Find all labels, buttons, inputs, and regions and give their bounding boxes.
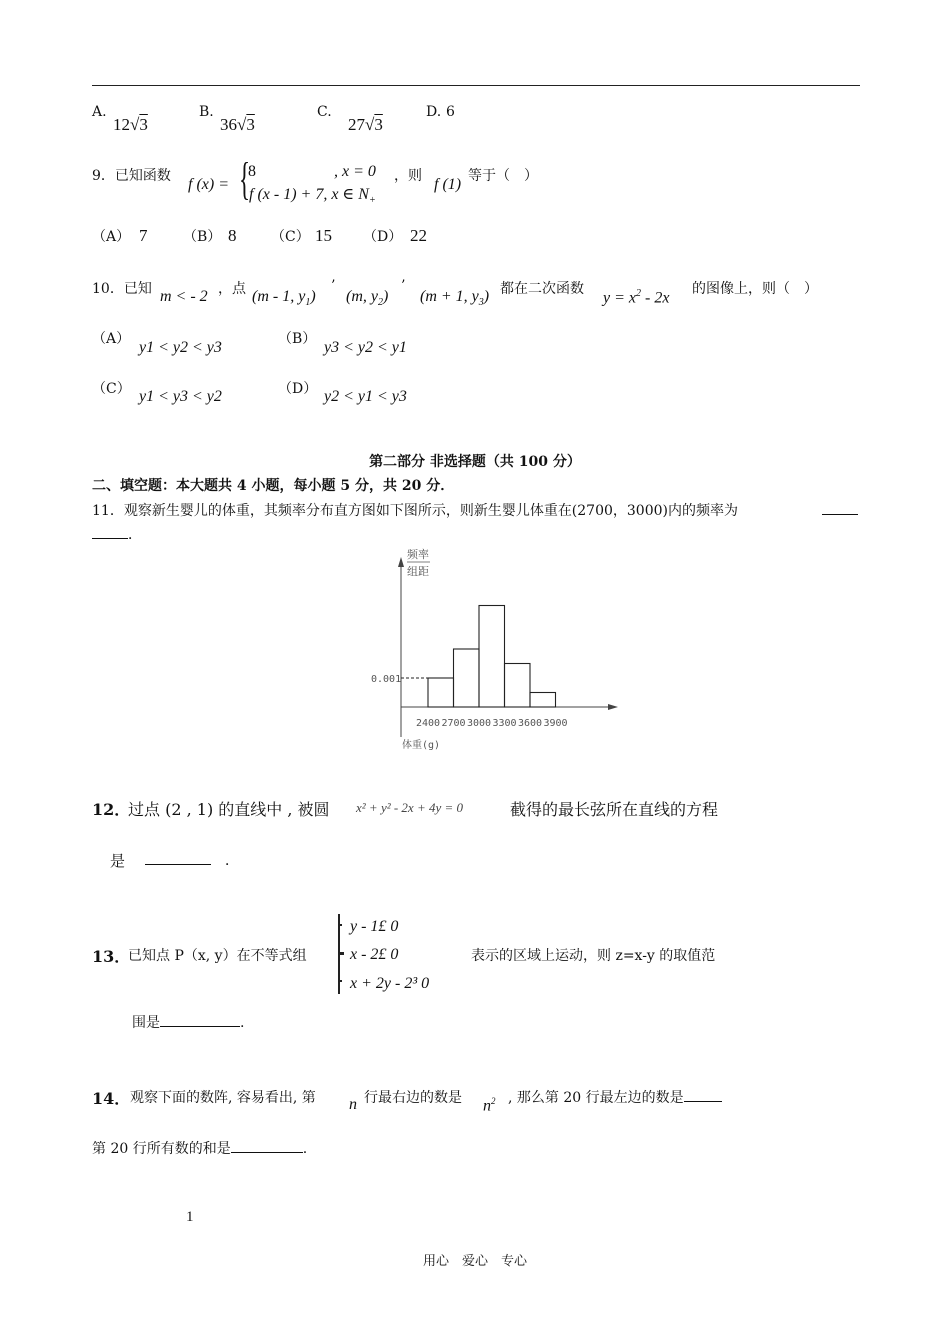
histogram-bar (479, 606, 505, 708)
q8-option-b-letter: B. (199, 104, 214, 120)
q12-circle: x² + y² - 2x + 4y = 0 (356, 800, 464, 815)
q10-option-a-label: （A） (92, 331, 131, 347)
q10-cond: m < - 2 (160, 288, 208, 305)
q14-number: 14． (92, 1089, 131, 1108)
x-tick-label: 3000 (466, 718, 492, 729)
q13-ineq2: x - 2£ 0 (350, 946, 399, 963)
histogram-bar (530, 693, 556, 708)
q13-brace (338, 914, 348, 994)
q8-option-c-letter: C. (317, 104, 332, 120)
q10-option-c-label: （C） (92, 381, 131, 397)
q14-text-a: 观察下面的数阵, 容易看出, 第 (130, 1090, 316, 1106)
q9-option-a-value: 7 (139, 226, 148, 245)
q9-case1-cond: , x = 0 (334, 163, 376, 180)
q12-blank (145, 850, 211, 865)
x-tick-label: 3300 (492, 718, 517, 729)
y-label-top: 频率 (407, 548, 429, 561)
q10-option-b-expr: y3 < y2 < y1 (324, 339, 407, 356)
histogram-chart (370, 545, 620, 760)
q10-option-c-expr: y1 < y3 < y2 (139, 388, 222, 405)
q13-ineq3: x + 2y - 2³ 0 (350, 975, 430, 992)
q10-comma-1: ’ (331, 278, 336, 294)
histogram-bar (428, 678, 454, 707)
histogram-bar (505, 664, 531, 708)
q10-point-word: ，点 (218, 281, 246, 297)
q11-blank-a (822, 500, 858, 515)
q14-text-b: 行最右边的数是 (364, 1090, 462, 1106)
q9-f1: f (1) (434, 176, 462, 193)
q11-blank-b (92, 524, 128, 539)
q8-option-d-letter: D. (426, 104, 442, 120)
q10-func: $y = x^2 - 2x$ (603, 288, 670, 307)
part2-heading: 第二部分 非选择题（共 100 分） (369, 454, 581, 470)
q9-option-d-value: 22 (410, 226, 427, 245)
q8-option-a-letter: A. (92, 104, 107, 120)
page-number: 1 (186, 1209, 194, 1225)
q13-text-a: 已知点 P（x, y）在不等式组 (128, 948, 307, 964)
q12-end: ． (225, 853, 239, 869)
q13-number: 13． (92, 947, 131, 966)
x-axis-arrow (608, 704, 618, 710)
q14-n-squared: $n^2$ (483, 1096, 496, 1115)
x-tick-label: 2700 (441, 718, 466, 729)
q8-option-c-value: 27√3 (348, 115, 383, 134)
x-tick-label: 3600 (517, 718, 543, 729)
q10-option-d-expr: y2 < y1 < y3 (324, 388, 407, 405)
q10-tail: 的图像上，则（ ） (692, 281, 818, 297)
q10-p1: (m - 1, $y_1$) (252, 288, 316, 309)
q9-option-c-label: （C） (271, 229, 310, 245)
q10-number: 10．已知 (92, 281, 152, 297)
q14-blank-a (684, 1087, 722, 1102)
q12-text-a: 过点 (2 , 1) 的直线中 , 被圆 (128, 800, 330, 819)
y-tick-label: 0.001 (371, 674, 402, 685)
q14-blank-b (231, 1138, 303, 1153)
q14-text-c: , 那么第 20 行最左边的数是 (508, 1087, 722, 1107)
q9-fx: f (x) = (188, 176, 229, 193)
q9-option-b-value: 8 (228, 226, 237, 245)
q10-option-b-label: （B） (278, 331, 317, 347)
q10-comma-2: ’ (401, 278, 406, 294)
header-rule (92, 85, 860, 86)
q9-brace: { (239, 153, 251, 204)
q13-brace-tick-2 (338, 952, 344, 955)
section-heading: 二、填空题：本大题共 4 小题，每小题 5 分，共 20 分． (92, 478, 455, 494)
y-label-bottom: 组距 (407, 565, 429, 578)
q13-text-b: 表示的区域上运动，则 z=x-y 的取值范 (471, 948, 716, 964)
q10-p2: (m, $y_2$) (346, 288, 389, 309)
q11-text: 11．观察新生婴儿的体重，其频率分布直方图如下图所示，则新生婴儿体重在(2700，3000)内的频率为 (92, 503, 738, 519)
q13-line2: 围是 . (132, 1012, 244, 1032)
x-tick-label: 2400 (415, 718, 441, 729)
histogram-bar (454, 649, 480, 707)
q12-text-b: 截得的最长弦所在直线的方程 (510, 800, 719, 819)
q9-option-c-value: 15 (315, 226, 332, 245)
q9-case2: f (x - 1) + 7, x ∈ $N_+$ (249, 186, 376, 207)
q13-ineq1: y - 1£ 0 (350, 918, 399, 935)
histogram-marks (371, 606, 568, 730)
x-tick-label: 3900 (543, 718, 568, 729)
q8-option-d-value: 6 (446, 104, 455, 120)
q9-case1-value: 8 (248, 163, 256, 180)
q9-option-b-label: （B） (183, 229, 222, 245)
q8-option-a-value: 12√3 (113, 115, 148, 134)
q10-option-d-label: （D） (278, 381, 318, 397)
q13-brace-tick-1 (338, 924, 342, 926)
footer-slogan: 用心 爱心 专心 (422, 1254, 527, 1269)
q9-tail: 等于（ ） (468, 168, 538, 184)
q10-p3: (m + 1, $y_3$) (420, 288, 490, 309)
q10-option-a-expr: y1 < y2 < y3 (139, 339, 222, 356)
q12-line2: 是 (110, 852, 126, 870)
q11-blank-line2: ． (92, 524, 142, 544)
q10-mid: 都在二次函数 (500, 281, 584, 297)
q9-number: 9．已知函数 (92, 168, 171, 184)
q13-blank (160, 1012, 240, 1027)
q9-option-a-label: （A） (92, 229, 131, 245)
q13-brace-tick-3 (338, 980, 342, 982)
q12-number: 12． (92, 800, 131, 819)
q14-line2: 第 20 行所有数的和是 . (92, 1138, 307, 1158)
q14-n: n (349, 1096, 357, 1113)
x-axis-label: 体重(g) (402, 740, 441, 751)
q8-option-b-value: 36√3 (220, 115, 255, 134)
q9-mid: ，则 (394, 168, 422, 184)
y-axis-arrow (398, 557, 404, 567)
q9-option-d-label: （D） (363, 229, 403, 245)
